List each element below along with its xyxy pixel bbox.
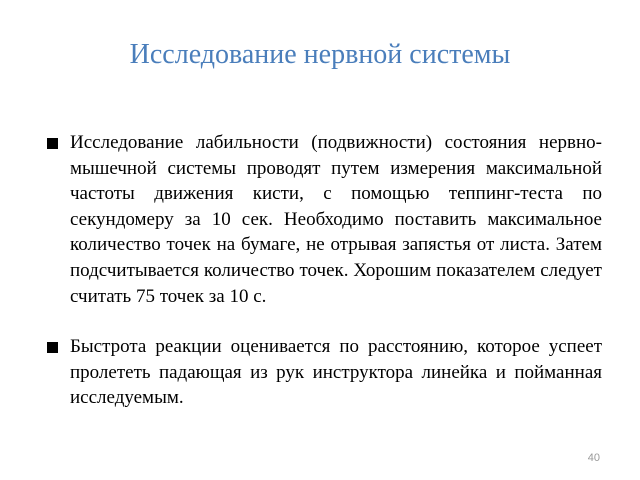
bullet-item-reaction-speed — [46, 334, 602, 411]
square-bullet-icon — [47, 138, 58, 149]
page-number: 40 — [587, 452, 600, 464]
square-bullet-icon — [47, 342, 58, 353]
bullet-item-tapping-test — [46, 130, 602, 309]
bullet-text: Быстрота реакции оценивается по расстоянию, которое успеет пролететь падающая из рук инструктора линейка и пойманная исследуемым. — [70, 336, 602, 409]
slide-title: Исследование нервной системы — [129, 39, 511, 70]
slide-body — [46, 130, 602, 411]
bullet-text: Исследование лабильности (подвижности) состояния нервно-мышечной системы проводят путем измерения максимальной частоты движения кисти, с помощью теппинг-теста по секундомеру за 10 сек. Необходимо поставить максимальное количество точек на бумаге, не отрывая запястья от листа. Затем подсчитывается количество точек. Хорошим показателем следует считать 75 точек за 10 с. — [70, 132, 602, 307]
